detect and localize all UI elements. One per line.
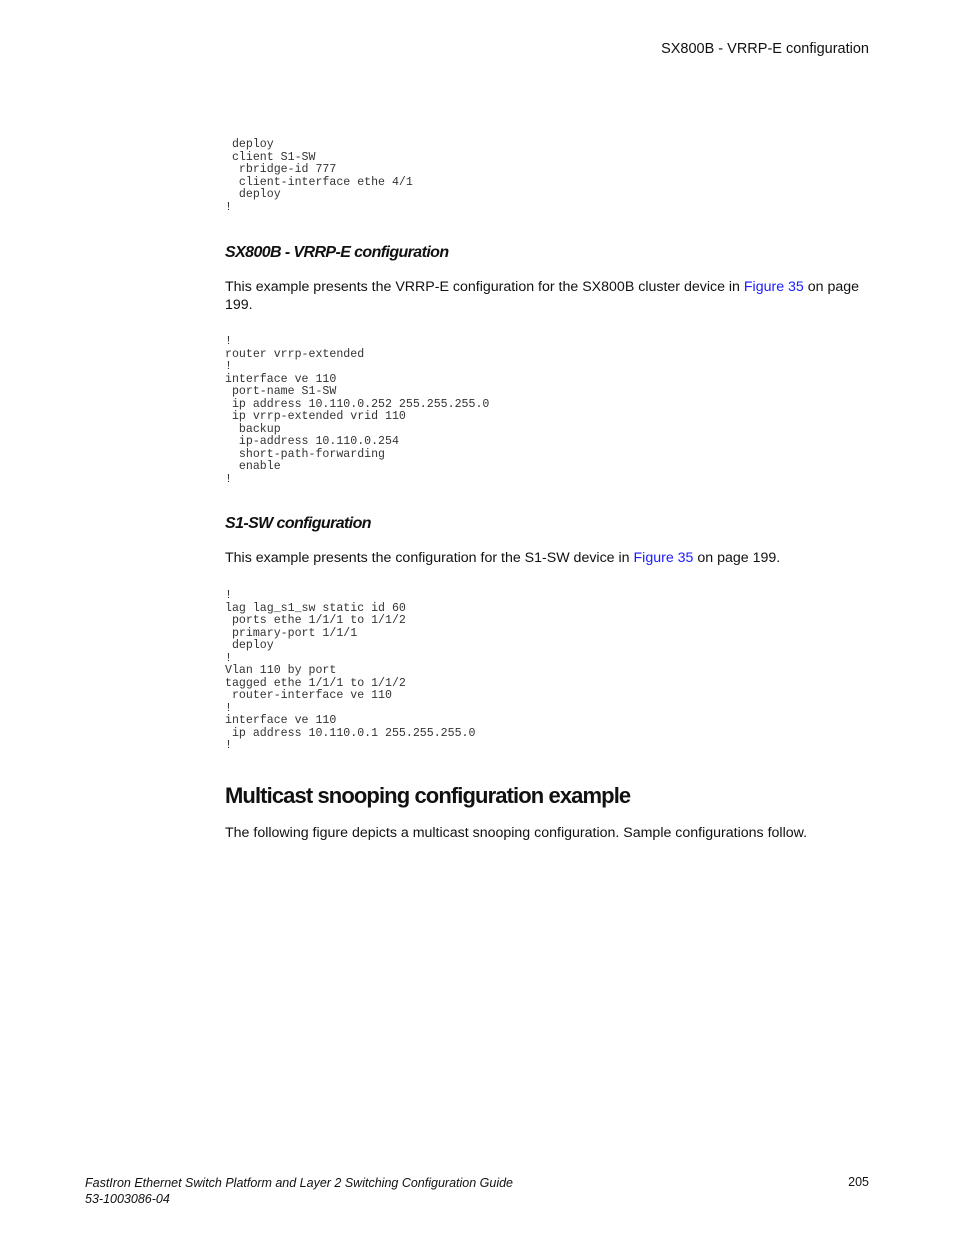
footer-guide-title: FastIron Ethernet Switch Platform and Layer 2 Switching Configuration Guide <box>85 1176 513 1190</box>
code-block-s1sw: ! lag lag_s1_sw static id 60 ports ethe 1/1/1 to 1/1/2 primary-port 1/1/1 deploy ! Vlan 110 by port tagged ethe 1/1/1 to 1/1/2 router-interface ve 110 ! interface ve 110 ip address 10.110.0.1 255.255.255.0 ! <box>225 589 476 752</box>
running-header: SX800B - VRRP-E configuration <box>661 41 869 57</box>
footer-left <box>85 1175 513 1207</box>
sx800b-intro-paragraph <box>225 279 865 314</box>
figure-35-link[interactable]: Figure 35 <box>633 550 694 566</box>
s1sw-subheading: S1-SW configuration <box>225 515 371 532</box>
sx800b-subheading: SX800B - VRRP-E configuration <box>225 244 449 261</box>
s1sw-intro-paragraph <box>225 550 865 568</box>
multicast-intro-paragraph: The following figure depicts a multicast snooping configuration. Sample configurations follow. <box>225 825 808 841</box>
code-block-top: deploy client S1-SW rbridge-id 777 client-interface ethe 4/1 deploy ! <box>225 138 413 214</box>
code-block-sx800b: ! router vrrp-extended ! interface ve 110 port-name S1-SW ip address 10.110.0.252 255.255.255.0 ip vrrp-extended vrid 110 backup ip-address 10.110.0.254 short-path-forwarding enable ! <box>225 335 490 486</box>
multicast-section-title: Multicast snooping configuration example <box>225 783 631 808</box>
sx800b-intro-page-ref: on page 199. <box>225 279 860 313</box>
s1sw-intro-page-ref: on page 199. <box>693 550 781 566</box>
footer-doc-number: 53-1003086-04 <box>85 1192 170 1206</box>
footer-page-number: 205 <box>848 1175 869 1189</box>
sx800b-intro-text: This example presents the VRRP-E configuration for the SX800B cluster device in <box>225 279 744 295</box>
figure-35-link[interactable]: Figure 35 <box>743 279 804 295</box>
s1sw-intro-text: This example presents the configuration for the S1-SW device in <box>225 550 634 566</box>
